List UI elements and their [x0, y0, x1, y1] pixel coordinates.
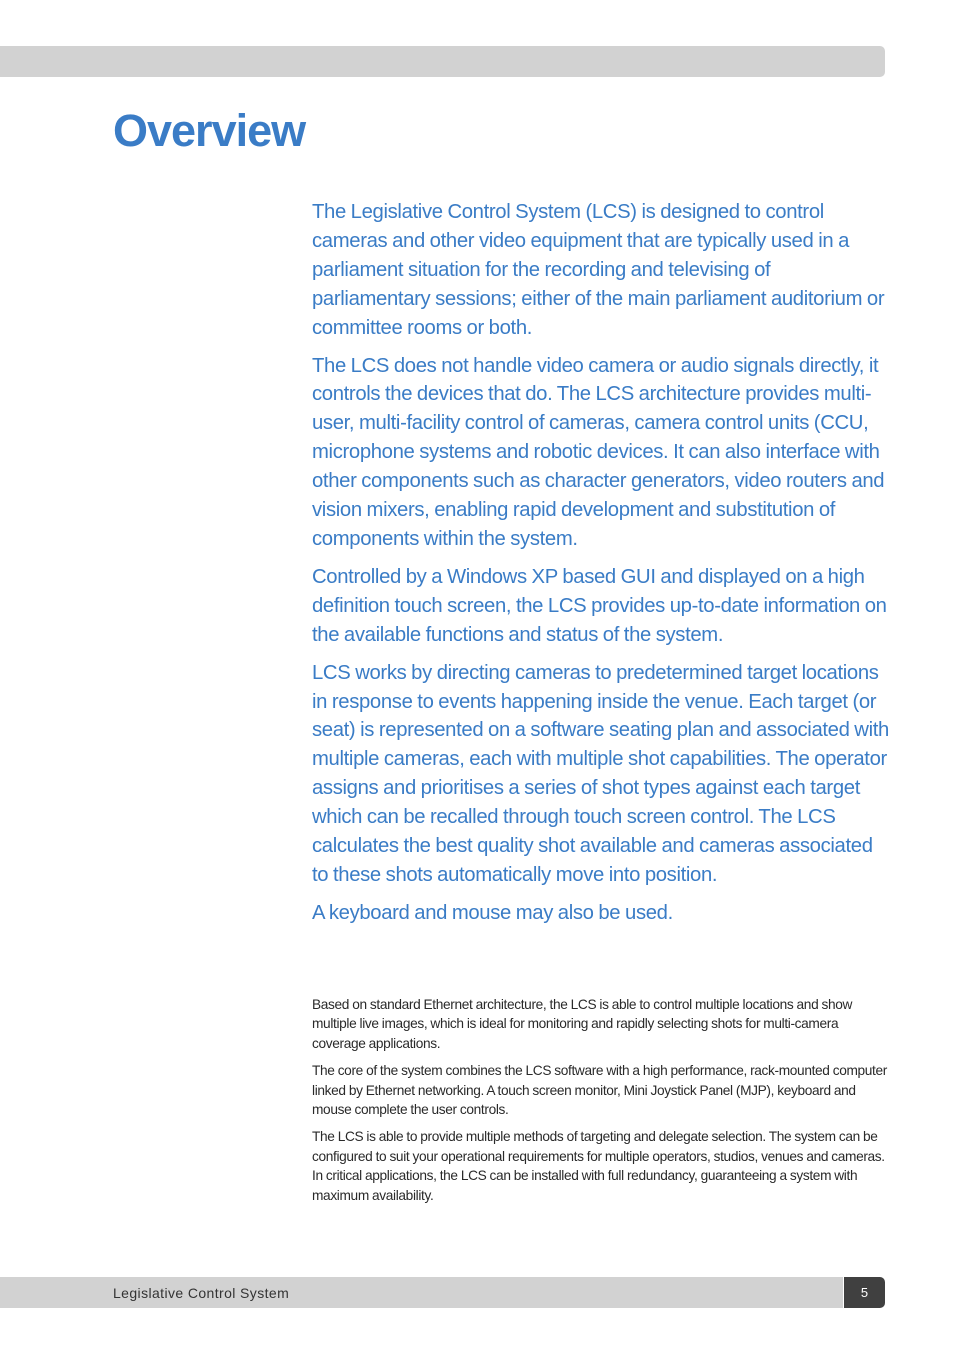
- body-section: [312, 995, 892, 1213]
- page-title: Overview: [113, 105, 306, 156]
- intro-paragraph: The Legislative Control System (LCS) is designed to control cameras and other video equipment that are typically used in a parliament situation for the recording and televising of parliamentary sessions; either of the main parliament auditorium or committee rooms or both.: [312, 201, 885, 339]
- footer-document-title: Legislative Control System: [113, 1285, 290, 1301]
- body-paragraph: The LCS is able to provide multiple methods of targeting and delegate selection. The system can be configured to suit your operational requirements for multiple operators, studios, venues and cameras. In critical applications, the LCS can be installed with full redundancy, guaranteeing a system with maximum availability.: [312, 1129, 885, 1203]
- intro-paragraph: The LCS does not handle video camera or audio signals directly, it controls the devices that do. The LCS architecture provides multi-user, multi-facility control of cameras, camera control units (CCU, microphone systems and robotic devices. It can also interface with other components such as character generators, video routers and vision mixers, enabling rapid development and substitution of components within the system.: [312, 354, 885, 550]
- header-bar: [0, 46, 885, 77]
- page-number: 5: [844, 1277, 885, 1308]
- intro-paragraph: LCS works by directing cameras to predetermined target locations in response to events happening inside the venue. Each target (or seat) is represented on a software seating plan and associated with multiple cameras, each with multiple shot capabilities. The operator assigns and prioritises a series of shot types against each target which can be recalled through touch screen control. The LCS calculates the best quality shot available and cameras associated to these shots automatically move into position.: [312, 661, 889, 886]
- intro-section: [312, 198, 892, 937]
- intro-paragraph: A keyboard and mouse may also be used.: [312, 901, 673, 924]
- body-paragraph: The core of the system combines the LCS software with a high performance, rack-mounted computer linked by Ethernet networking. A touch screen monitor, Mini Joystick Panel (MJP), keyboard and mouse complete the user controls.: [312, 1063, 887, 1118]
- intro-paragraph: Controlled by a Windows XP based GUI and displayed on a high definition touch screen, the LCS provides up-to-date information on the available functions and status of the system.: [312, 565, 887, 646]
- body-paragraph: Based on standard Ethernet architecture, the LCS is able to control multiple locations and show multiple live images, which is ideal for monitoring and rapidly selecting shots for multi-camera coverage applications.: [312, 997, 853, 1051]
